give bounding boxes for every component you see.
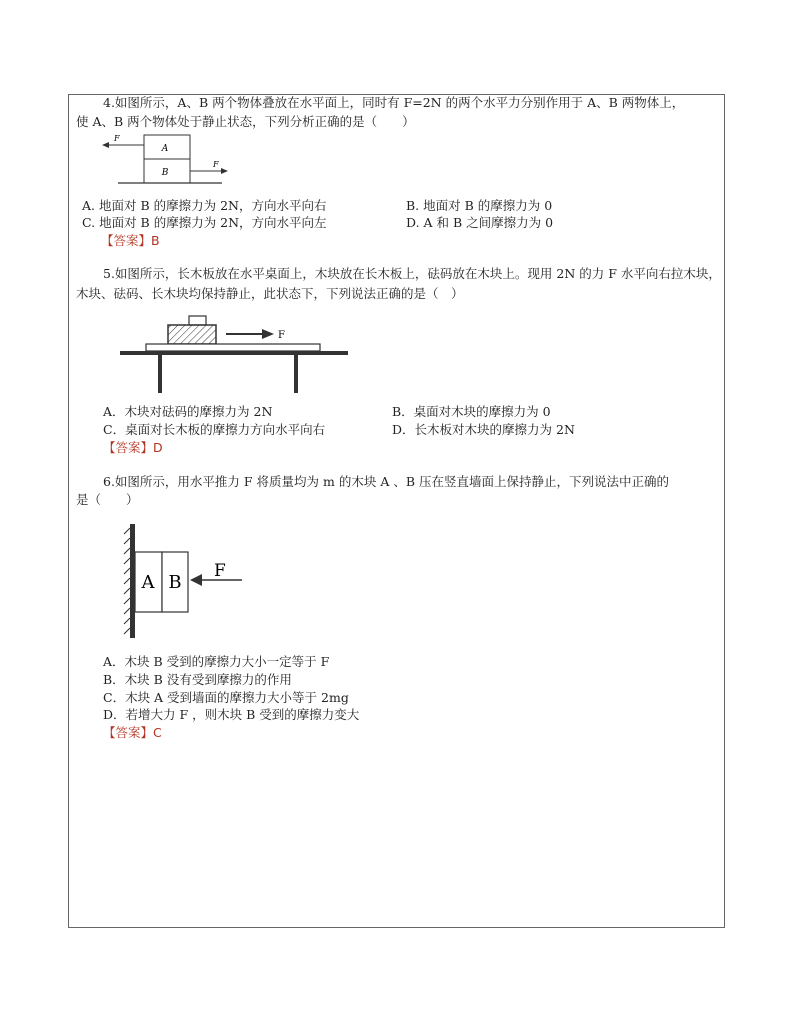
q4-option-b: B. 地面对 B 的摩擦力为 0	[406, 198, 553, 213]
q6-stem-line2: 是（ ）	[76, 492, 139, 507]
q4-answer: 【答案】B	[101, 233, 160, 248]
q6-option-b: B．木块 B 没有受到摩擦力的作用	[103, 672, 292, 687]
block-a-label: A	[141, 572, 155, 593]
force-left-arrowhead	[102, 142, 109, 148]
q4-option-a: A. 地面对 B 的摩擦力为 2N，方向水平向右	[82, 198, 327, 213]
q4-stacked-blocks-figure	[98, 132, 238, 188]
wall	[130, 524, 135, 638]
q5-option-b: B．桌面对木块的摩擦力为 0	[392, 404, 551, 419]
q5-stem-line2: 木块、砝码、长木块均保持静止，此状态下，下列说法正确的是（ ）	[76, 286, 464, 301]
table-top	[120, 351, 348, 355]
force-left-label: F	[114, 134, 120, 143]
push-force-label: F	[214, 561, 226, 581]
block-b-label: B	[161, 168, 169, 178]
q5-stem-line1: 5.如图所示，长木板放在水平桌面上，木块放在长木板上，砝码放在木块上。现用 2N 的力 F 水平向右拉木块，	[103, 266, 721, 281]
table-leg-left	[158, 355, 162, 393]
q4-option-d: D. A 和 B 之间摩擦力为 0	[406, 215, 554, 230]
weight	[189, 316, 206, 325]
pull-force-arrowhead	[262, 329, 274, 339]
q5-table-board-figure	[118, 314, 350, 396]
block-b-label: B	[168, 572, 182, 593]
q4-stem-line1: 4.如图所示，A、B 两个物体叠放在水平面上，同时有 F=2N 的两个水平力分别作用于 A、B 两物体上，	[103, 95, 685, 110]
block-a-label: A	[161, 144, 169, 154]
q6-stem-line1: 6.如图所示，用水平推力 F 将质量均为 m 的木块 A 、B 压在竖直墙面上保持静止，下列说法中正确的	[103, 474, 669, 489]
q4-stem-line2: 使 A、B 两个物体处于静止状态，下列分析正确的是（ ）	[76, 114, 415, 129]
q6-option-a: A．木块 B 受到的摩擦力大小一定等于 F	[103, 654, 330, 669]
q5-option-d: D．长木板对木块的摩擦力为 2N	[392, 422, 575, 437]
force-right-label: F	[213, 160, 219, 169]
force-right-arrowhead	[221, 168, 228, 174]
q5-option-a: A．木块对砝码的摩擦力为 2N	[103, 404, 273, 419]
q5-answer: 【答案】D	[103, 440, 163, 455]
pull-force-label: F	[278, 330, 285, 341]
q6-option-d: D．若增大力 F ，则木块 B 受到的摩擦力变大	[103, 707, 360, 722]
q6-wall-blocks-figure	[120, 524, 250, 640]
table-leg-right	[294, 355, 298, 393]
long-board	[146, 344, 320, 351]
wood-block	[168, 325, 216, 344]
wall-hatching	[124, 528, 130, 634]
q6-answer: 【答案】C	[103, 725, 162, 740]
q6-option-c: C．木块 A 受到墙面的摩擦力大小等于 2mg	[103, 690, 349, 705]
push-force-arrowhead	[190, 574, 202, 586]
q4-option-c: C. 地面对 B 的摩擦力为 2N，方向水平向左	[82, 215, 327, 230]
q5-option-c: C．桌面对长木板的摩擦力方向水平向右	[103, 422, 326, 437]
